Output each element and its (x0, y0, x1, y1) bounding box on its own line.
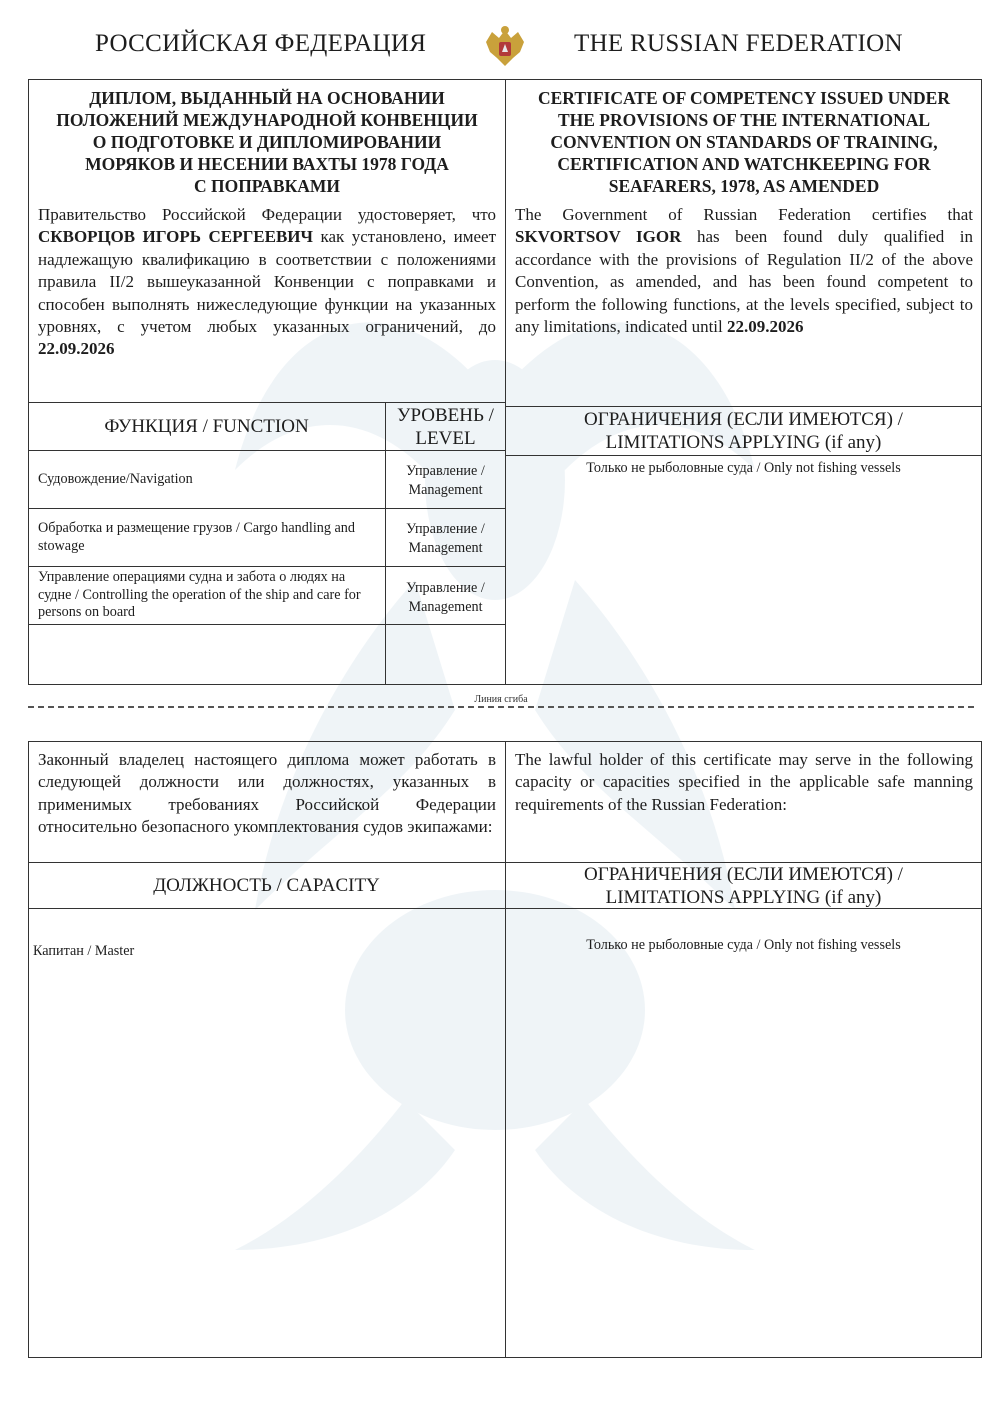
function-row-1: Судовождение/Navigation (38, 471, 193, 487)
ru-certificate-title: ДИПЛОМ, ВЫДАННЫЙ НА ОСНОВАНИИ ПОЛОЖЕНИЙ МЕЖДУНАРОДНОЙ КОНВЕНЦИИ О ПОДГОТОВКЕ И ДИПЛОМИРОВАНИИ МОРЯКОВ И НЕСЕНИИ ВАХТЫ 1978 ГОДА С ПОПРАВКАМИ (56, 88, 478, 196)
en-certification-text: The Government of Russian Federation certifies that SKVORTSOV IGOR has been found duly qualified in accordance with the provisions of Regulation II/2 of the above Convention, as amended, and has been found competent to perform the following functions, at the levels specified, subject to any limitations, indicated until 22.09.2026 (515, 205, 974, 337)
level-row-1: Управление / Management (406, 463, 485, 498)
column-header-limitations: ОГРАНИЧЕНИЯ (ЕСЛИ ИМЕЮТСЯ) / LIMITATIONS APPLYING (if any) (584, 408, 903, 453)
ru-certification-text: Правительство Российской Федерации удостоверяет, что СКВОРЦОВ ИГОРЬ СЕРГЕЕВИЧ как установлено, имеет надлежащую квалификацию в соответствии с положениями правила II/2 вышеуказанной Конвенции с поправками и способен выполнять нижеследующие функции на указанных уровнях, с учетом любых указанных ограничений, до 22.09.2026 (38, 205, 497, 359)
column-header-level: УРОВЕНЬ / LEVEL (397, 404, 494, 449)
ru-capacity-text: Законный владелец настоящего диплома может работать в следующей должности или должностях, указанных в применимых требованиях Российской Федерации относительно безопасного укомплектования судов экипажами: (38, 750, 496, 837)
double-headed-eagle-emblem-icon (480, 22, 530, 72)
column-header-capacity: ДОЛЖНОСТЬ / CAPACITY (153, 875, 380, 896)
function-row-3: Управление операциями судна и забота о людях на судне / Controlling the operation of the ship and care for persons on board (38, 569, 361, 620)
header-country-ru: РОССИЙСКАЯ ФЕДЕРАЦИЯ (95, 30, 427, 57)
bottom-center-divider (505, 741, 506, 1358)
holder-name-en: SKVORTSOV IGOR (515, 227, 682, 247)
column-header-function: ФУНКЦИЯ / FUNCTION (104, 416, 309, 437)
capacity-value: Капитан / Master (33, 943, 135, 959)
en-certificate-title: CERTIFICATE OF COMPETENCY ISSUED UNDER THE PROVISIONS OF THE INTERNATIONAL CONVENTION ON STANDARDS OF TRAINING, CERTIFICATION AND WATCHKEEPING FOR SEAFARERS, 1978, AS AMENDED (538, 88, 950, 196)
holder-name-ru: СКВОРЦОВ ИГОРЬ СЕРГЕЕВИЧ (38, 227, 313, 247)
en-capacity-text: The lawful holder of this certificate may serve in the following capacity or capacities specified in the applicable safe manning requirements of the Russian Federation: (515, 750, 973, 814)
expiry-date-en: 22.09.2026 (727, 317, 804, 337)
header-country-en: THE RUSSIAN FEDERATION (574, 30, 903, 57)
capacity-limitation-value: Только не рыболовные суда / Only not fishing vessels (586, 937, 901, 953)
row-rule-2 (28, 566, 505, 567)
level-row-3: Управление / Management (406, 580, 485, 615)
row-rule-3 (28, 624, 505, 625)
fold-line (28, 706, 974, 708)
row-rule-1 (28, 508, 505, 509)
expiry-date-ru: 22.09.2026 (38, 339, 115, 359)
column-header-capacity-limitations: ОГРАНИЧЕНИЯ (ЕСЛИ ИМЕЮТСЯ) / LIMITATIONS APPLYING (if any) (584, 863, 903, 908)
function-row-2: Обработка и размещение грузов / Cargo handling and stowage (38, 520, 355, 554)
limitations-header-rule (505, 455, 982, 456)
level-row-2: Управление / Management (406, 521, 485, 556)
limitation-functions-value: Только не рыболовные суда / Only not fishing vessels (586, 460, 901, 476)
fold-line-label: Линия сгиба (474, 694, 528, 705)
functions-header-rule (28, 450, 505, 451)
top-center-divider (505, 79, 506, 685)
